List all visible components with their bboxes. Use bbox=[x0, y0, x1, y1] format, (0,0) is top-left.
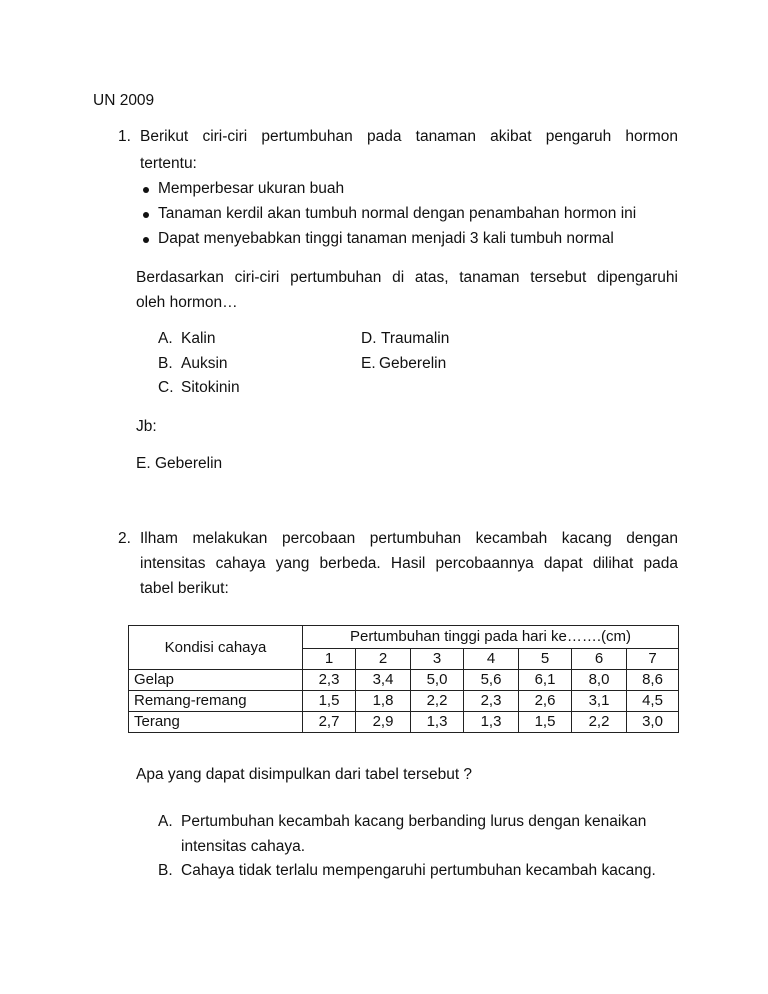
table-cell: 8,6 bbox=[627, 670, 679, 691]
q1-bullet-1: Memperbesar ukuran buah bbox=[158, 180, 345, 197]
table-row bbox=[129, 691, 679, 712]
table-cell: 5,6 bbox=[464, 670, 519, 691]
growth-table bbox=[128, 625, 679, 733]
bullet-icon bbox=[143, 187, 149, 193]
table-row bbox=[129, 670, 679, 691]
q1-bullet-2: Tanaman kerdil akan tumbuh normal dengan penambahan hormon ini bbox=[158, 205, 637, 222]
table-day-header: 2 bbox=[356, 649, 411, 670]
q2-option-b-letter: B. bbox=[158, 862, 173, 879]
table-cell: 3,4 bbox=[356, 670, 411, 691]
table-cell: 1,3 bbox=[411, 712, 464, 733]
q1-option-a-letter: A. bbox=[158, 330, 173, 347]
q1-question-line1: Berdasarkan ciri-ciri pertumbuhan di atas, tanaman tersebut dipengaruhi bbox=[136, 269, 678, 286]
table-row-label: Gelap bbox=[129, 670, 303, 691]
q1-option-e-letter: E. bbox=[361, 355, 376, 372]
q1-stem-line1: Berikut ciri-ciri pertumbuhan pada tanaman akibat pengaruh hormon bbox=[140, 128, 678, 145]
table-cell: 2,9 bbox=[356, 712, 411, 733]
table-cell: 3,0 bbox=[627, 712, 679, 733]
table-day-header: 7 bbox=[627, 649, 679, 670]
table-row bbox=[129, 712, 679, 733]
q2-option-a-line1: Pertumbuhan kecambah kacang berbanding lurus dengan kenaikan bbox=[181, 813, 647, 830]
q1-option-e-text: Geberelin bbox=[379, 355, 447, 372]
table-cell: 8,0 bbox=[572, 670, 627, 691]
table-cell: 2,2 bbox=[411, 691, 464, 712]
table-day-header: 3 bbox=[411, 649, 464, 670]
table-col-header: Kondisi cahaya bbox=[129, 626, 303, 670]
q1-option-b-letter: B. bbox=[158, 355, 173, 372]
table-cell: 2,2 bbox=[572, 712, 627, 733]
table-row-label: Terang bbox=[129, 712, 303, 733]
table-cell: 1,5 bbox=[519, 712, 572, 733]
q1-bullet-3: Dapat menyebabkan tinggi tanaman menjadi 3 kali tumbuh normal bbox=[158, 230, 614, 247]
q2-stem-line1: Ilham melakukan percobaan pertumbuhan kecambah kacang dengan bbox=[140, 530, 678, 547]
bullet-icon bbox=[143, 237, 149, 243]
page-title: UN 2009 bbox=[93, 92, 155, 109]
table-cell: 2,7 bbox=[303, 712, 356, 733]
table-cell: 1,8 bbox=[356, 691, 411, 712]
q2-option-a-letter: A. bbox=[158, 813, 173, 830]
q1-answer-label: Jb: bbox=[136, 418, 157, 435]
q1-number: 1. bbox=[118, 128, 131, 145]
table-cell: 2,6 bbox=[519, 691, 572, 712]
table-cell: 4,5 bbox=[627, 691, 679, 712]
q2-number: 2. bbox=[118, 530, 131, 547]
q1-option-b-text: Auksin bbox=[181, 355, 228, 372]
table-day-header: 1 bbox=[303, 649, 356, 670]
table-day-header: 6 bbox=[572, 649, 627, 670]
q2-question: Apa yang dapat disimpulkan dari tabel tersebut ? bbox=[136, 766, 473, 783]
q2-stem-line2: intensitas cahaya yang berbeda. Hasil percobaannya dapat dilihat pada bbox=[140, 555, 678, 572]
q1-option-c-text: Sitokinin bbox=[181, 379, 240, 396]
table-cell: 5,0 bbox=[411, 670, 464, 691]
q1-option-d-letter: D. bbox=[361, 330, 377, 347]
table-cell: 1,5 bbox=[303, 691, 356, 712]
q1-answer: E. Geberelin bbox=[136, 455, 223, 472]
q1-option-d-text: Traumalin bbox=[381, 330, 450, 347]
table-cell: 2,3 bbox=[303, 670, 356, 691]
table-group-header: Pertumbuhan tinggi pada hari ke…….(cm) bbox=[303, 626, 679, 649]
bullet-icon bbox=[143, 212, 149, 218]
q1-option-c-letter: C. bbox=[158, 379, 174, 396]
table-cell: 3,1 bbox=[572, 691, 627, 712]
q2-option-a-line2: intensitas cahaya. bbox=[181, 838, 306, 855]
q1-question-line2: oleh hormon… bbox=[136, 294, 238, 311]
table-header-row bbox=[129, 626, 679, 649]
table-row-label: Remang-remang bbox=[129, 691, 303, 712]
table-cell: 6,1 bbox=[519, 670, 572, 691]
table-day-header: 5 bbox=[519, 649, 572, 670]
table-day-header: 4 bbox=[464, 649, 519, 670]
q1-stem-line2: tertentu: bbox=[140, 155, 197, 172]
q2-option-b-line1: Cahaya tidak terlalu mempengaruhi pertumbuhan kecambah kacang. bbox=[181, 862, 656, 879]
table-cell: 2,3 bbox=[464, 691, 519, 712]
table-cell: 1,3 bbox=[464, 712, 519, 733]
q1-option-a-text: Kalin bbox=[181, 330, 216, 347]
q2-stem-line3: tabel berikut: bbox=[140, 580, 229, 597]
